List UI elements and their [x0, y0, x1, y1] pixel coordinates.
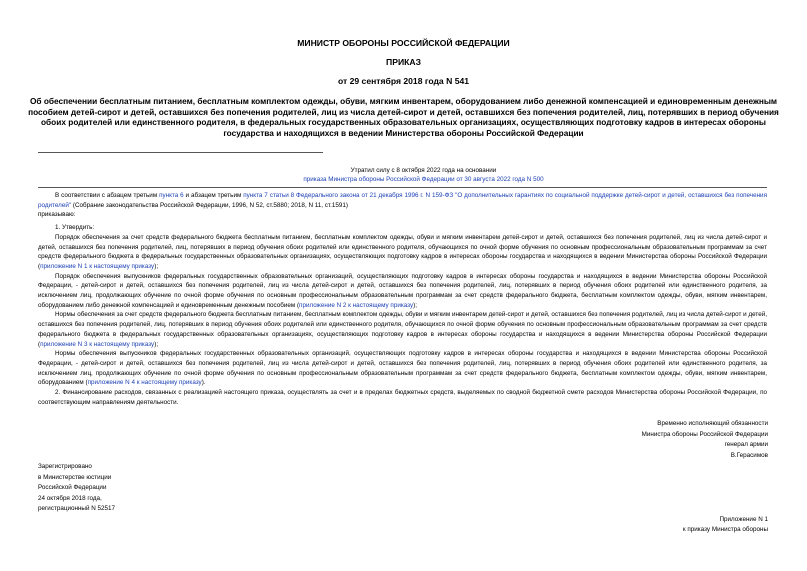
separator-long	[38, 187, 767, 188]
paragraph-end: );	[154, 262, 159, 270]
registration-line-2: в Министерстве юстиции	[38, 473, 112, 481]
registration-date: 24 октября 2018 года,	[38, 494, 102, 502]
appendix-caption	[568, 515, 768, 535]
paragraph-end: );	[154, 340, 159, 348]
signature-rank: генерал армии	[724, 441, 768, 449]
separator-short	[38, 152, 323, 153]
paragraph-text: Порядок обеспечения выпускников федеральных государственных образовательных организаций, осуществляющих подготовку кадров в интересах обороны государства и находящихся в ведении Министерства обороны Российской Федерации, - детей-сирот и детей, оставшихся без попечения родителей, лиц из числа детей-сирот и детей, оставшихся без попечения родителей, лиц, потерявших в период обучения обоих родителей или единственного родителя, за исключением лиц, продолжающих обучение по очной форме обучения по основным профессиональным образовательным программам за счет средств федерального бюджета, бесплатным комплектом одежды, обуви, мягким инвентарем, оборудованием либо денежной компенсацией и единовременным денежным пособием (	[38, 272, 767, 309]
appendix-reference: к приказу Министра обороны	[682, 526, 768, 533]
item-1-approve: 1. Утвердить:	[55, 224, 95, 232]
signature-position-1: Временно исполняющий обязанности	[657, 420, 768, 427]
registration-line-3: Российской Федерации	[38, 484, 107, 492]
document-type-heading: ПРИКАЗ	[386, 57, 421, 67]
annulment-order-link[interactable]: приказа Министра обороны Российской Федерации от 30 августа 2022 года N 500	[303, 176, 544, 183]
paragraph-text: Нормы обеспечения выпускников федеральных государственных образовательных организаций, осуществляющих подготовку кадров в интересах обороны государства и находящихся в ведении Министерства обороны Российской Федерации, - детей-сирот и детей, оставшихся без попечения родителей, лиц из числа детей-сирот и детей, оставшихся без попечения родителей, лиц, потерявших в период обучения обоих родителей или единственного родителя, за исключением лиц, продолжающих обучение по очной форме обучения по основным профессиональным образовательным программам за счет средств федерального бюджета, бесплатным комплектом одежды, обуви, мягким инвентарем, оборудованием (	[38, 350, 767, 387]
ministry-heading: МИНИСТР ОБОРОНЫ РОССИЙСКОЙ ФЕДЕРАЦИИ	[297, 38, 510, 48]
law-point-6-link[interactable]: пункта 6	[159, 192, 184, 199]
appendix-4-link[interactable]: приложение N 4 к настоящему приказу	[87, 379, 202, 387]
signature-block	[508, 419, 768, 461]
preamble-text: (Собрание законодательства Российской Федерации, 1996, N 52, ст.5880; 2018, N 11, ст.1591)	[71, 201, 348, 209]
paragraph-end: );	[413, 301, 418, 309]
registration-block	[38, 462, 238, 515]
annulment-note: Утратил силу с 8 октября 2022 года на основании	[350, 167, 497, 174]
item-1-paragraph-3	[38, 310, 767, 349]
preamble-text: и абзацем третьим	[183, 192, 244, 199]
federal-law-159-link[interactable]: пункта 7 статьи 8 Федерального закона от 21 декабря 1996 г. N 159-ФЗ "О дополнительных гарантиях по социальной поддержке детей-сирот и детей, оставшихся без попечения родителей"	[38, 192, 767, 209]
preamble-text: В соответствии с абзацем третьим	[55, 192, 160, 199]
signature-name: В.Герасимов	[730, 451, 768, 459]
paragraph-text: Порядок обеспечения за счет средств федерального бюджета бесплатным питанием, бесплатным комплектом одежды, обуви и мягким инвентарем детей-сирот и детей, оставшихся без попечения родителей, лиц из числа детей-сирот и детей, оставшихся без попечения родителей, лиц, потерявших в период обучения обоих родителей или единственного родителя, обучающихся по очной форме обучения по основным профессиональным образовательным программам за счет средств федерального бюджета в федеральных государственных образовательных организациях, осуществляющих подготовку кадров в интересах обороны государства и находящихся в ведении Министерства обороны Российской Федерации (	[38, 233, 767, 270]
appendix-3-link[interactable]: приложение N 3 к настоящему приказу	[40, 340, 155, 348]
document-body	[38, 191, 767, 407]
registration-number: регистрационный N 52517	[38, 505, 116, 513]
document-subject-title: Об обеспечении бесплатным питанием, бесплатным комплектом одежды, обуви, мягким инвентарем, оборудованием либо денежной компенсацией и единовременным денежным пособием детей-сирот и детей, оставшихся без попечения родителей, лиц из числа детей-сирот и детей, оставшихся без попечения родителей, лиц, потерявших в период обучения обоих родителей или единственного родителя, в федеральных государственных образовательных организациях, осуществляющих подготовку кадров в интересах обороны государства и находящихся в ведении Министерства обороны Российской Федерации	[28, 96, 779, 138]
signature-position-2: Министра обороны Российской Федерации	[641, 430, 768, 438]
appendix-number: Приложение N 1	[719, 516, 768, 523]
paragraph-end: ).	[201, 379, 206, 387]
registration-line-1: Зарегистрировано	[38, 463, 92, 470]
item-2-financing: 2. Финансирование расходов, связанных с реализацией настоящего приказа, осуществлять за счет и в пределах бюджетных средств, выделяемых по сводной бюджетной смете расходов Министерства обороны Российской Федерации, по соответствующим направлениям деятельности.	[38, 389, 767, 406]
item-1-paragraph-4	[38, 349, 767, 388]
item-1-paragraph-1	[38, 233, 767, 272]
appendix-1-link[interactable]: приложение N 1 к настоящему приказу	[40, 262, 155, 270]
preamble-paragraph	[38, 191, 767, 210]
document-date-number: от 29 сентября 2018 года N 541	[337, 76, 470, 86]
appendix-2-link[interactable]: приложение N 2 к настоящему приказу	[299, 301, 414, 309]
order-word: приказываю:	[38, 211, 76, 219]
annulment-link-line	[200, 175, 647, 185]
item-1-paragraph-2	[38, 272, 767, 311]
paragraph-text: Нормы обеспечения за счет средств федерального бюджета бесплатным питанием, бесплатным комплектом одежды, обуви и мягким инвентарем детей-сирот и детей, оставшихся без попечения родителей, лиц из числа детей-сирот и детей, оставшихся без попечения родителей, лиц, потерявших в период обучения обоих родителей или единственного родителя, обучающихся по очной форме обучения по основным профессиональным образовательным программам за счет средств федерального бюджета в федеральных государственных образовательных организациях, осуществляющих подготовку кадров в интересах обороны государства и находящихся в ведении Министерства обороны Российской Федерации (	[38, 311, 767, 348]
